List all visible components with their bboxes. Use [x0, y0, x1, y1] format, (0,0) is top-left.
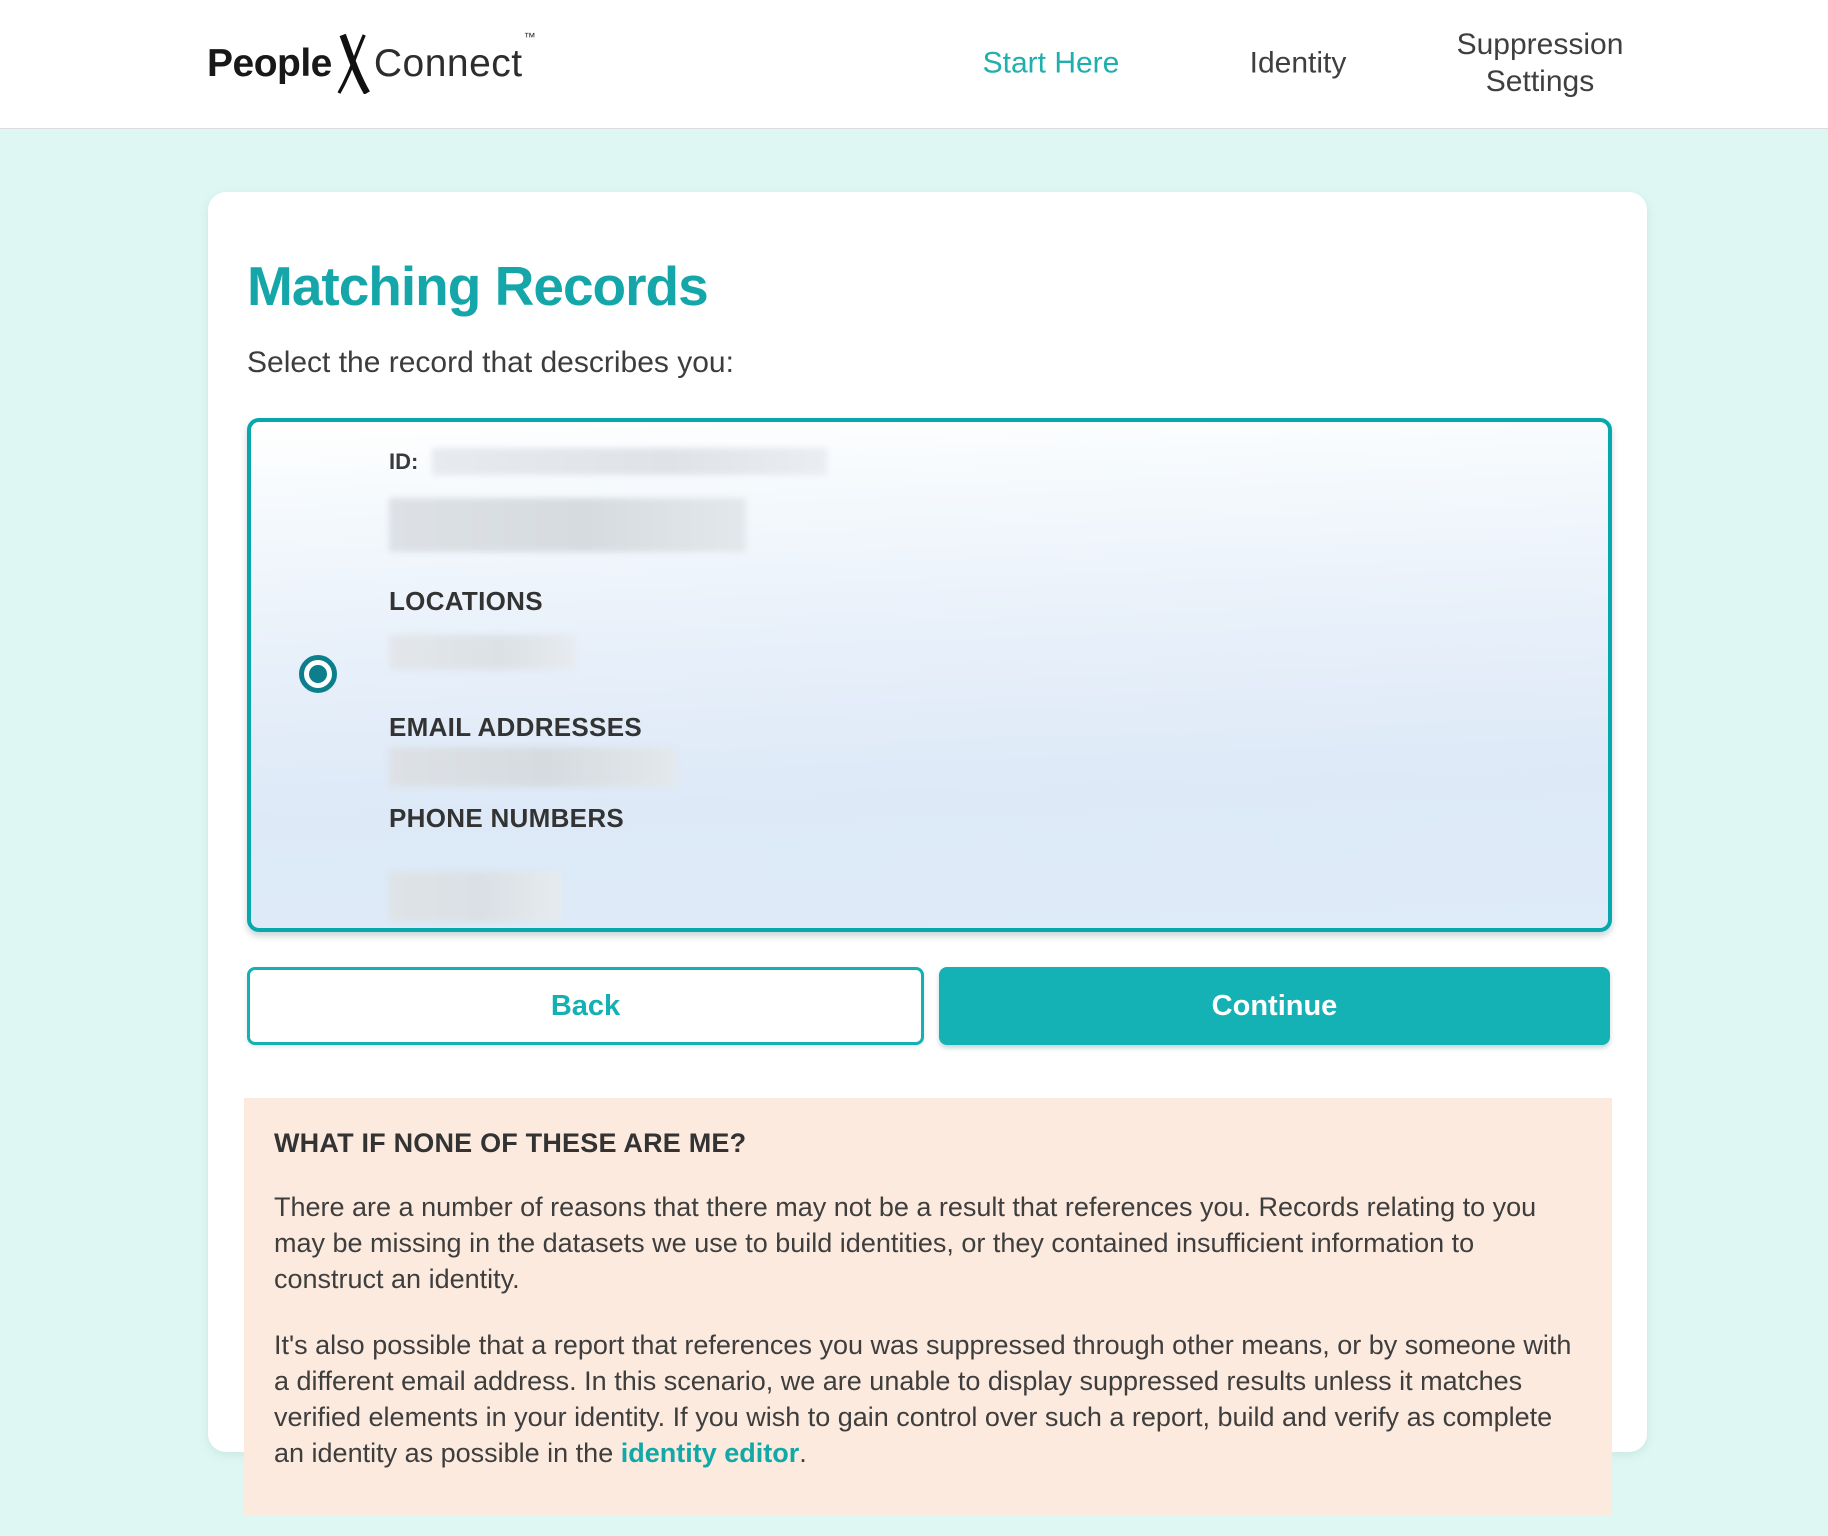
info-box	[244, 1098, 1612, 1515]
redacted-email-value	[389, 747, 676, 787]
trademark-symbol: ™	[523, 30, 537, 44]
record-option[interactable]	[247, 418, 1612, 932]
record-radio[interactable]	[299, 655, 337, 693]
button-row	[247, 967, 1610, 1045]
record-id-label: ID:	[389, 448, 419, 474]
page-subtitle: Select the record that describes you:	[247, 346, 734, 379]
header	[0, 0, 1828, 129]
info-paragraph-2	[274, 1327, 1582, 1471]
logo-connect-text: Connect™	[373, 30, 537, 85]
logo-people-text: People	[207, 42, 332, 85]
matching-records-card	[208, 192, 1647, 1468]
phone-numbers-label: PHONE NUMBERS	[389, 803, 625, 833]
info-box-heading: WHAT IF NONE OF THESE ARE ME?	[274, 1128, 747, 1158]
redacted-id-value	[432, 448, 827, 475]
logo	[207, 30, 537, 94]
page-title: Matching Records	[247, 255, 708, 317]
nav-identity[interactable]: Identity	[1249, 46, 1347, 80]
logo-x-icon	[335, 34, 371, 94]
record-details	[389, 422, 1489, 922]
back-button[interactable]: Back	[247, 967, 924, 1045]
email-addresses-label: EMAIL ADDRESSES	[389, 712, 642, 742]
identity-editor-link[interactable]: identity editor	[620, 1438, 800, 1468]
record-id-row	[389, 448, 1489, 475]
nav-start-here[interactable]: Start Here	[982, 46, 1120, 80]
locations-label: LOCATIONS	[389, 586, 543, 616]
info-paragraph-2-text: It's also possible that a report that references you was suppressed through other means, or by someone with a different email address. In this scenario, we are unable to display suppressed results unless it matches verified elements in your identity. If you wish to gain control over such a report, build and verify as complete an identity as possible in the	[274, 1330, 1572, 1468]
redacted-location-value	[389, 635, 575, 670]
nav-suppression-settings[interactable]: Suppression Settings	[1456, 28, 1624, 98]
info-paragraph-1: There are a number of reasons that there may not be a result that references you. Records relating to you may be missing in the datasets we use to build identities, or they contained insufficient information to construct an identity.	[274, 1192, 1537, 1294]
redacted-name-value	[389, 498, 746, 552]
info-paragraph-2-period: .	[799, 1438, 807, 1468]
radio-selected-dot	[309, 665, 327, 683]
redacted-phone-value	[389, 872, 561, 922]
continue-button[interactable]: Continue	[939, 967, 1610, 1045]
